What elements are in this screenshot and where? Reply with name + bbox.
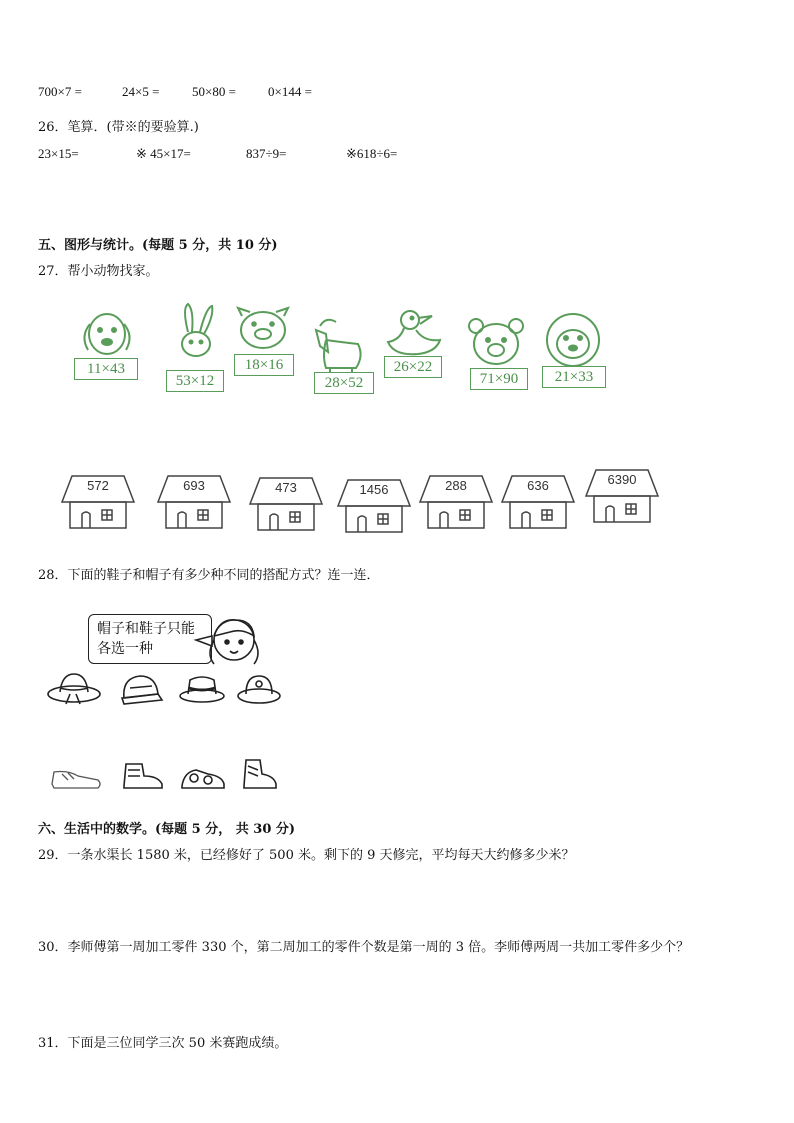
house-5	[418, 472, 494, 530]
high-top-icon	[236, 756, 280, 792]
house-3-number: 473	[275, 480, 297, 495]
animal-pig	[234, 306, 292, 352]
house-4-number: 1456	[359, 482, 389, 497]
animal-duck-label: 26×22	[384, 356, 442, 378]
house-6	[500, 472, 576, 530]
sneaker-icon	[48, 764, 104, 792]
section-6-title: 六、生活中的数学。(每题 5 分， 共 30 分)	[38, 822, 296, 837]
girl-icon	[190, 614, 270, 672]
house-5-number: 288	[445, 478, 467, 493]
rabbit-icon	[170, 302, 222, 364]
animal-goat-label: 28×52	[314, 372, 374, 394]
sun-hat-icon	[46, 670, 102, 706]
oral-item-2: 24×5 =	[122, 84, 160, 99]
bear-icon	[466, 316, 526, 368]
animal-dog	[76, 306, 138, 364]
section-5-title: 五、图形与统计。(每题 5 分，共 10 分)	[38, 238, 278, 253]
bonnet-icon	[236, 670, 282, 706]
house-4	[336, 476, 412, 534]
dog-icon	[76, 306, 138, 364]
cap-icon	[118, 672, 164, 706]
q26-item-1: 23×15=	[38, 146, 79, 161]
q28-title: 28．下面的鞋子和帽子有多少种不同的搭配方式？连一连．	[38, 568, 380, 583]
goat-icon	[306, 316, 370, 380]
animal-rabbit-label: 53×12	[166, 370, 224, 392]
q26-item-4: ※618÷6=	[346, 146, 398, 161]
house-6-number: 636	[527, 478, 549, 493]
animal-goat	[306, 316, 370, 380]
animal-dog-label: 11×43	[74, 358, 138, 380]
q31-text: 31．下面是三位同学三次 50 米赛跑成绩。	[38, 1036, 288, 1051]
oral-item-3: 50×80 =	[192, 84, 236, 99]
fedora-icon	[178, 672, 226, 704]
boot-icon	[118, 758, 166, 792]
bubble-line-1: 帽子和鞋子只能	[97, 621, 195, 637]
house-7	[584, 466, 660, 524]
house-1-number: 572	[87, 478, 109, 493]
q26-title: 26．笔算．(带※的要验算.)	[38, 120, 199, 135]
house-7-number: 6390	[607, 472, 637, 487]
animal-bear-label: 71×90	[470, 368, 528, 390]
oral-item-1: 700×7 =	[38, 84, 82, 99]
q26-item-2: ※ 45×17=	[136, 146, 191, 161]
animal-duck	[384, 306, 448, 358]
bubble-line-2: 各选一种	[97, 641, 153, 657]
house-2-number: 693	[183, 478, 205, 493]
q30-text: 30．李师傅第一周加工零件 330 个，第二周加工的零件个数是第一周的 3 倍。李师傅两周一共加工零件多少个？	[38, 940, 690, 955]
animal-bear	[466, 316, 526, 368]
sandal-icon	[178, 760, 228, 792]
animal-monkey	[540, 312, 606, 368]
house-1	[60, 472, 136, 530]
pig-icon	[234, 306, 292, 352]
oral-item-4: 0×144 =	[268, 84, 312, 99]
house-3	[248, 474, 324, 532]
animal-rabbit	[170, 302, 222, 364]
animal-pig-label: 18×16	[234, 354, 294, 376]
q27-title: 27．帮小动物找家。	[38, 264, 159, 279]
house-2	[156, 472, 232, 530]
duck-icon	[384, 306, 448, 358]
animal-monkey-label: 21×33	[542, 366, 606, 388]
monkey-icon	[540, 312, 606, 368]
q29-text: 29．一条水渠长 1580 米，已经修好了 500 米。剩下的 9 天修完，平均每天大约修多少米？	[38, 848, 575, 863]
q26-item-3: 837÷9=	[246, 146, 287, 161]
